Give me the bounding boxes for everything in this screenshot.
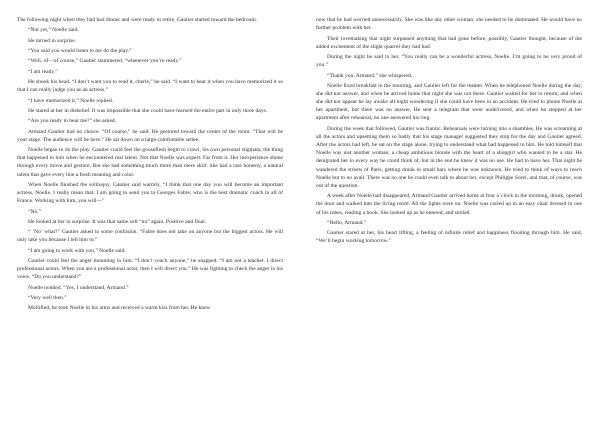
paragraph: Armand Gautier had no choice. “Of course,” he said. He gestured toward the center of the room. “That will be your stage. The audience will be here.” He sat down on a large comfortable settee. <box>17 128 283 143</box>
paragraph: Gautier stared at her, his heart lifting, a feeling of infinite relief and happiness flooding through him. He said, “We’ll begin working tomorrow.” <box>316 230 582 245</box>
paragraph: Noelle nodded. “Yes, I understand, Armand.” <box>28 284 129 291</box>
paragraph: “Hello, Armand.” <box>327 219 367 226</box>
left-column <box>17 16 283 315</box>
paragraph: “Very well then.” <box>28 295 67 302</box>
paragraph: Mollified, he took Noelle in his arms and received a warm kiss from her. He knew <box>28 305 211 312</box>
paragraph: “ ‘No’ what?” Gautier asked in some confusion. “Fabre does not take on anyone but the biggest actors. He will only take you because I tell him to.” <box>17 229 283 244</box>
paragraph: He stared at her in disbelief. It was impossible that she could have learned the entire part in only three days. <box>28 107 268 114</box>
paragraph: “No.” <box>28 208 42 215</box>
paragraph: A week after Noelle had disappeared, Armand Gautier arrived home at four o’clock in the morning, drunk, opened the door and walked into the living room. All the lights were on. Noelle was curled up in an easy chair dressed in one of his robes, reading a book. She looked up as he entered, and smiled. <box>316 193 582 216</box>
paragraph: “I am ready.” <box>28 68 58 75</box>
paragraph: “I have memorized it,” Noelle replied. <box>28 97 114 104</box>
paragraph: He shook his head. “I don’t want you to read it, cherie,” he said. “I want to hear it when you have memorized it so that I can really judge you as an actress.” <box>17 79 283 94</box>
paragraph: “You said you would listen to me do the play.” <box>28 48 132 55</box>
paragraph: During the night he said to her, “You really can be a wonderful actress, Noelle. I’m going to be very proud of you.” <box>316 54 582 69</box>
paragraph: Gautier could feel the anger mounting in him. “I don’t coach anyone,” he snapped. “I am not a teacher. I direct professional actors. When you are a professional actor, then I will direct you.” He was fighting to check the anger in his voice. “Do you understand?” <box>17 258 283 281</box>
paragraph: now that he had worried unnecessarily. She was like any other woman; she needed to be dominated. He would have no further problem with her. <box>316 17 582 32</box>
paragraph: When Noelle finished the soliloquy, Gautier said warmly, “I think that one day you will become an important actress, Noelle. I really mean that. I am going to send you to Georges Fabre, who is the best dramatic coach in all of France. Working with him, you will—” <box>17 181 283 205</box>
paragraph: “Not yet,” Noelle said. <box>28 27 79 34</box>
paragraph: The following night when they had had dinner and were ready to retire, Gautier started toward the bedroom. <box>17 17 258 23</box>
paragraph: “Well, of—of course,” Gautier stammered, “whenever you’re ready.” <box>28 58 182 65</box>
paragraph: “Thank you, Armand,” she whispered. <box>327 72 413 79</box>
paragraph: “Are you ready to hear me?” she asked. <box>28 118 117 125</box>
paragraph: Noelle fixed breakfast in the morning, and Gautier left for the theater. When he telephoned Noelle during the day, she did not answer, and when he arrived home that night she was not there. Gautier waited for her to return, and when she did not appear he lay awake all night wondering if she could have been in an accident. He tried to phone Noelle at her apartment, but there was no answer. He sent a telegram that went undelivered, and when he stopped at her apartment after rehearsal, no one answered his ring. <box>316 82 582 122</box>
paragraph: He looked at her in surprise. It was that same soft “no” again. Positive and final. <box>28 218 207 225</box>
paragraph: Noelle began to do the play. Gautier could feel the gooseflesh begin to crawl, his own personal stigmata, the thing that happened to him when he encountered real talent. Not that Noelle was expert. Far from it. Her inexperience shone through every move and gesture. But she had something much more than mere skill: She had a rare honesty, a natural talent that gave every line a fresh meaning and color. <box>17 147 283 178</box>
paragraph: Their lovemaking that night surpassed anything that had gone before, possibly, Gautier thought, because of the added excitement of the slight quarrel they had had. <box>316 35 582 50</box>
paragraph: During the week that followed, Gautier was frantic. Rehearsals were turning into a shambles. He was screaming at all the actors and upsetting them so badly that his stage manager suggested they stop for the day and Gautier agreed. After the actors had left, he sat on the stage alone, trying to understand what had happened to him. He told himself that Noelle was just another woman, a cheap ambitious blonde with the heart of a shopgirl who wanted to be a star. He denigrated her in every way he could think of, but in the end he knew it was no use. He had to have her. That night he wandered the streets of Paris, getting drunk in small bars where he was unknown. He tried to think of ways to reach Noelle but to no avail. There was no one he could even talk to about her, except Philippe Sorel, and that, of course, was out of the question. <box>316 125 582 189</box>
right-column <box>316 16 582 248</box>
paragraph: He turned in surprise. <box>28 37 77 44</box>
paragraph: “I am going to work with you,” Noelle said. <box>28 247 126 254</box>
